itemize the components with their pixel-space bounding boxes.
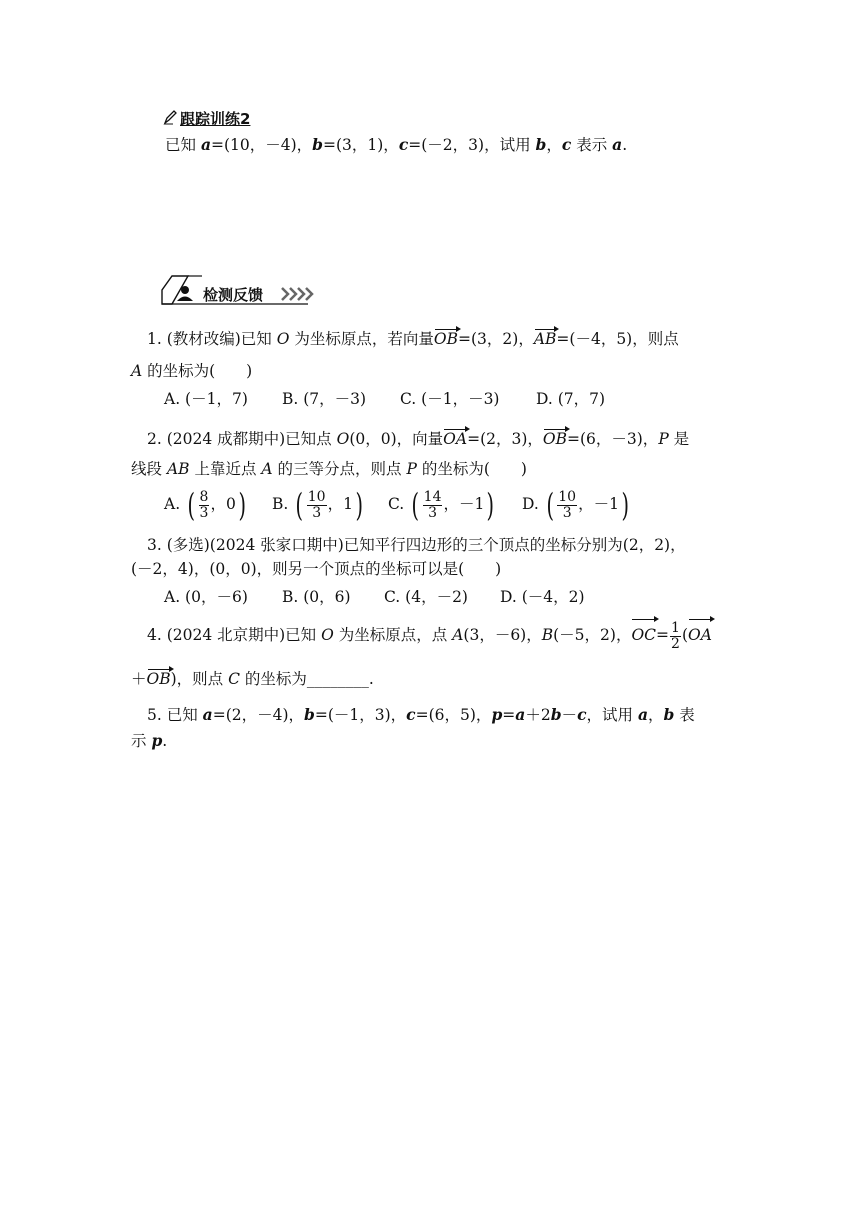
text: 的坐标为( ) bbox=[142, 362, 253, 380]
vector-a: a bbox=[612, 135, 623, 154]
text: ，试用 bbox=[586, 706, 638, 724]
vector-b: b bbox=[304, 705, 315, 724]
segment-ab: AB bbox=[166, 460, 190, 478]
option-rest: ，1 bbox=[327, 495, 353, 513]
vector-b: b bbox=[663, 705, 675, 724]
right-paren: ) bbox=[355, 486, 363, 524]
fraction bbox=[199, 490, 210, 521]
section-banner-title: 检测反馈 bbox=[203, 286, 264, 304]
option-b[interactable] bbox=[272, 484, 388, 524]
text: (－2，4)，(0，0)，则另一个顶点的坐标可以是( ) bbox=[131, 560, 502, 578]
text: － bbox=[561, 706, 578, 724]
option-b[interactable]: B. (0，6) bbox=[282, 588, 351, 606]
text: =(6，5)， bbox=[415, 706, 492, 724]
option-rest: ，－1 bbox=[578, 495, 619, 513]
text: ， bbox=[648, 706, 664, 724]
vector-p: p bbox=[491, 705, 503, 724]
text: 示 bbox=[131, 732, 152, 750]
point-b: B bbox=[541, 626, 554, 644]
text: (3，－6)， bbox=[463, 626, 542, 644]
numerator: 10 bbox=[558, 488, 577, 505]
left-paren: ( bbox=[411, 486, 420, 524]
question-2-options bbox=[164, 484, 631, 524]
point-o: O bbox=[276, 330, 290, 348]
point-a: A bbox=[261, 460, 273, 478]
text: 表 bbox=[674, 706, 695, 724]
point-o: O bbox=[321, 626, 334, 644]
text: 1. (教材改编)已知 bbox=[147, 330, 277, 348]
text: ( bbox=[681, 626, 689, 644]
text: =(2，－4)， bbox=[212, 706, 305, 724]
pencil-icon bbox=[163, 109, 177, 125]
option-a[interactable]: A. (0，－6) bbox=[164, 588, 248, 606]
left-paren: ( bbox=[295, 486, 304, 524]
right-paren: ) bbox=[486, 486, 495, 524]
option-rest: ，0 bbox=[210, 495, 236, 513]
vector-b: b bbox=[550, 705, 562, 724]
option-d[interactable]: D. (－4，2) bbox=[500, 588, 585, 606]
text: =(－1，3)， bbox=[314, 706, 407, 724]
text: 的三等分点，则点 bbox=[272, 460, 407, 478]
tracking-title bbox=[180, 108, 250, 129]
left-paren: ( bbox=[546, 486, 554, 524]
point-p: P bbox=[658, 430, 669, 448]
vector-ob: OB bbox=[542, 430, 567, 448]
point-a: A bbox=[131, 362, 143, 380]
tracking-problem bbox=[165, 134, 627, 156]
option-c[interactable]: C. (－1，－3) bbox=[400, 390, 500, 408]
option-d[interactable]: D. (7，7) bbox=[536, 390, 606, 408]
text: 上靠近点 bbox=[189, 460, 262, 478]
fraction bbox=[557, 490, 577, 521]
question-3-options bbox=[164, 586, 585, 608]
option-label: C. bbox=[388, 495, 405, 513]
point-p: P bbox=[406, 460, 417, 478]
text: =(10，－4)， bbox=[210, 136, 313, 154]
text: =(－2，3)，试用 bbox=[408, 136, 536, 154]
vector-c: c bbox=[561, 135, 572, 154]
text: 5. 已知 bbox=[147, 706, 203, 724]
text: (0，0)，向量 bbox=[349, 430, 444, 448]
denominator: 3 bbox=[199, 504, 209, 521]
numerator: 1 bbox=[671, 619, 680, 636]
numerator: 8 bbox=[199, 488, 209, 505]
fraction bbox=[307, 490, 327, 521]
text: 2. (2024 成都期中)已知点 bbox=[147, 430, 337, 448]
option-label: D. bbox=[522, 495, 539, 513]
text: ＋2 bbox=[525, 706, 551, 724]
question-3-line-2 bbox=[131, 558, 501, 580]
vector-a: a bbox=[202, 705, 213, 724]
vector-a: a bbox=[637, 705, 648, 724]
text: 表示 bbox=[571, 136, 613, 154]
answer-blank[interactable]: 的坐标为________. bbox=[239, 670, 374, 688]
question-1-options bbox=[164, 388, 605, 410]
denominator: 3 bbox=[562, 504, 572, 521]
text: . bbox=[622, 136, 628, 154]
text: =(3，1)， bbox=[323, 136, 399, 154]
text: =(6，－3)， bbox=[567, 430, 659, 448]
text: ＋ bbox=[131, 670, 147, 688]
option-c[interactable]: C. (4，－2) bbox=[384, 588, 468, 606]
option-label: A. bbox=[164, 495, 181, 513]
text: =(2，3)， bbox=[467, 430, 543, 448]
option-c[interactable] bbox=[388, 484, 522, 524]
vector-c: c bbox=[406, 705, 416, 724]
denominator: 3 bbox=[428, 504, 438, 521]
option-rest: ，－1 bbox=[443, 495, 485, 513]
fraction bbox=[423, 490, 443, 521]
vector-p: p bbox=[151, 731, 163, 750]
text: )，则点 bbox=[170, 670, 229, 688]
question-5-line-2 bbox=[131, 730, 167, 752]
text: . bbox=[162, 732, 168, 750]
vector-oa: OA bbox=[443, 430, 468, 448]
text: = bbox=[502, 706, 516, 724]
question-5-line-1 bbox=[147, 704, 695, 726]
question-4-line-1 bbox=[147, 618, 712, 652]
text: =(3，2)， bbox=[458, 330, 534, 348]
vector-a: a bbox=[515, 705, 526, 724]
text: 为坐标原点，若向量 bbox=[289, 330, 434, 348]
text: 是 bbox=[668, 430, 690, 448]
vector-oa: OA bbox=[688, 618, 712, 652]
vector-b: b bbox=[535, 135, 547, 154]
text: 3. (多选)(2024 张家口期中)已知平行四边形的三个顶点的坐标分别为(2，2)， bbox=[147, 536, 686, 554]
text: =(－4，5)，则点 bbox=[556, 330, 679, 348]
text: ， bbox=[546, 136, 562, 154]
option-b[interactable]: B. (7，－3) bbox=[282, 390, 367, 408]
vector-b: b bbox=[312, 135, 323, 154]
vector-oc: OC bbox=[631, 618, 656, 652]
numerator: 10 bbox=[307, 488, 326, 505]
question-3-line-1 bbox=[147, 534, 686, 556]
option-d[interactable] bbox=[522, 484, 631, 524]
denominator: 3 bbox=[312, 504, 322, 521]
text: 的坐标为( ) bbox=[416, 460, 527, 478]
question-2-line-2 bbox=[131, 458, 527, 480]
right-paren: ) bbox=[238, 486, 246, 524]
vector-ob: OB bbox=[146, 670, 171, 688]
text: = bbox=[656, 626, 670, 644]
text: 已知 bbox=[165, 136, 201, 154]
vector-c: c bbox=[398, 135, 409, 154]
question-1-line-1 bbox=[147, 328, 679, 350]
vector-a: a bbox=[200, 135, 211, 154]
option-a[interactable] bbox=[164, 484, 272, 524]
vector-c: c bbox=[577, 705, 587, 724]
question-2-line-1 bbox=[147, 428, 689, 450]
fraction-half bbox=[670, 621, 681, 652]
denominator: 2 bbox=[671, 635, 680, 652]
option-label: B. bbox=[272, 495, 289, 513]
question-1-line-2 bbox=[131, 360, 252, 382]
text: 为坐标原点，点 bbox=[333, 626, 453, 644]
text: 线段 bbox=[131, 460, 167, 478]
right-paren: ) bbox=[621, 486, 629, 524]
option-a[interactable]: A. (－1，7) bbox=[164, 390, 248, 408]
question-4-line-2 bbox=[131, 668, 374, 690]
vector-ab: AB bbox=[533, 330, 557, 348]
point-o: O bbox=[336, 430, 350, 448]
left-paren: ( bbox=[187, 486, 196, 524]
text: 4. (2024 北京期中)已知 bbox=[147, 626, 322, 644]
point-a: A bbox=[452, 626, 464, 644]
tracking-title-text: 跟踪训练2 bbox=[180, 110, 251, 128]
text: (－5，2)， bbox=[553, 626, 632, 644]
vector-ob: OB bbox=[433, 330, 459, 348]
point-c: C bbox=[228, 670, 240, 688]
numerator: 14 bbox=[423, 488, 442, 505]
